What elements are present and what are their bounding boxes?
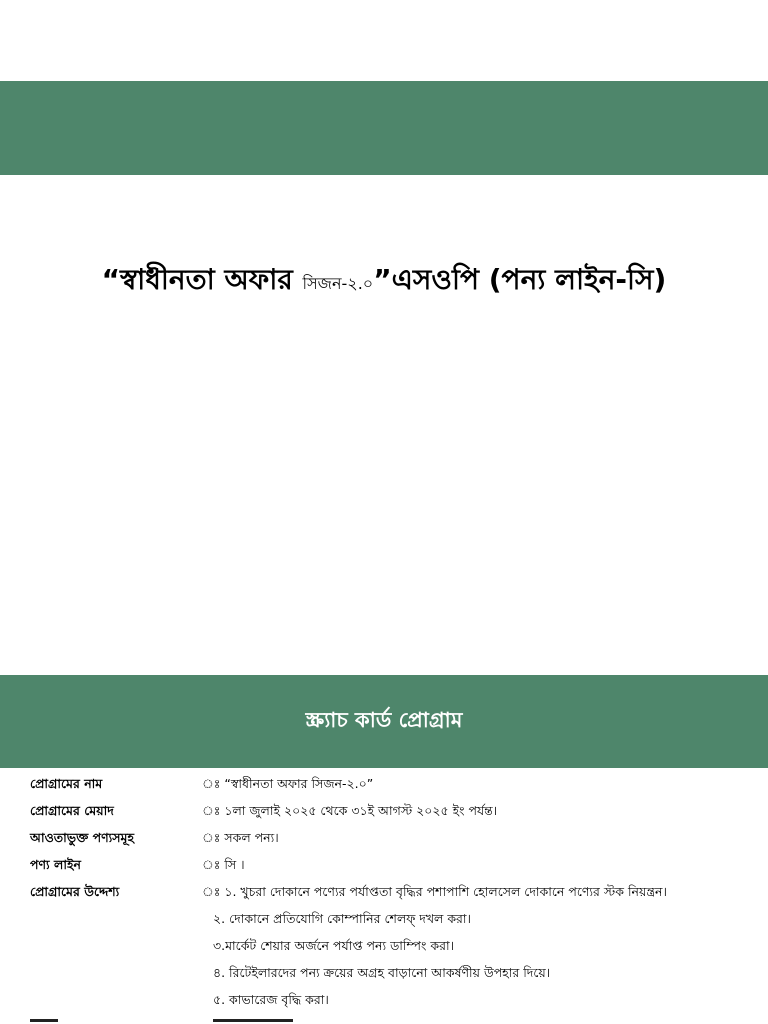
objective-item: ৩.মার্কেট শেয়ার অর্জনে পর্যাপ্ত পন্য ডাম্পিং করা।	[213, 937, 455, 953]
header-band	[0, 81, 768, 175]
info-value: ঃ ১. খুচরা দোকানে পণ্যের পর্যাপ্ততা বৃদ্ধির পশাপাশি হোলসেল দোকানে পণ্যের স্টক নিয়ন্ত্রন।	[202, 883, 667, 899]
objective-item: ৪. রিটেইলারদের পন্য ক্রয়ের অগ্রহ বাড়ানো আকর্ষণীয় উপহার দিয়ে।	[213, 964, 551, 980]
info-label: প্রোগ্রামের মেয়াদ	[30, 802, 114, 818]
info-label: আওতাভুক্ত পণ্যসমূহ	[30, 829, 135, 845]
sop-title	[0, 258, 768, 305]
sop-title-open: “স্বাধীনতা অফার	[101, 263, 303, 296]
info-value: ঃ সকল পন্য।	[202, 829, 279, 845]
info-label: প্রোগ্রামের উদ্দেশ্য	[30, 883, 120, 899]
info-value: ঃ “স্বাধীনতা অফার সিজন-২.০”	[202, 775, 374, 791]
objective-item: ৫. কাভারেজ বৃদ্ধি করা।	[213, 991, 329, 1007]
info-row-program-objective	[30, 880, 750, 907]
info-label: প্রোগ্রামের নাম	[30, 775, 103, 791]
cut-off-row	[30, 1016, 750, 1024]
cut-off-value-fragment	[213, 1019, 293, 1022]
info-value: ঃ ১লা জুলাই ২০২৫ থেকে ৩১ই আগস্ট ২০২৫ ইং পর্যন্ত।	[202, 802, 498, 818]
scratch-card-band	[0, 675, 768, 768]
sop-title-season: সিজন-২.০	[302, 274, 374, 293]
cut-off-label-fragment	[30, 1019, 58, 1022]
info-row-product-line	[30, 853, 750, 880]
info-label: পণ্য লাইন	[30, 856, 81, 872]
sop-title-close: ”এসওপি (পন্য লাইন-সি)	[373, 263, 667, 296]
info-value: ঃ সি ।	[202, 856, 245, 872]
info-row-covered-products	[30, 826, 750, 853]
info-row-program-name	[30, 772, 750, 799]
info-row-program-duration	[30, 799, 750, 826]
objective-item: ২. দোকানে প্রতিযোগি কোম্পানির শেলফ্ দখল করা।	[213, 910, 472, 926]
scratch-card-heading: স্ক্র্যাচ কার্ড প্রোগ্রাম	[305, 708, 463, 732]
program-info-table	[30, 772, 750, 1015]
